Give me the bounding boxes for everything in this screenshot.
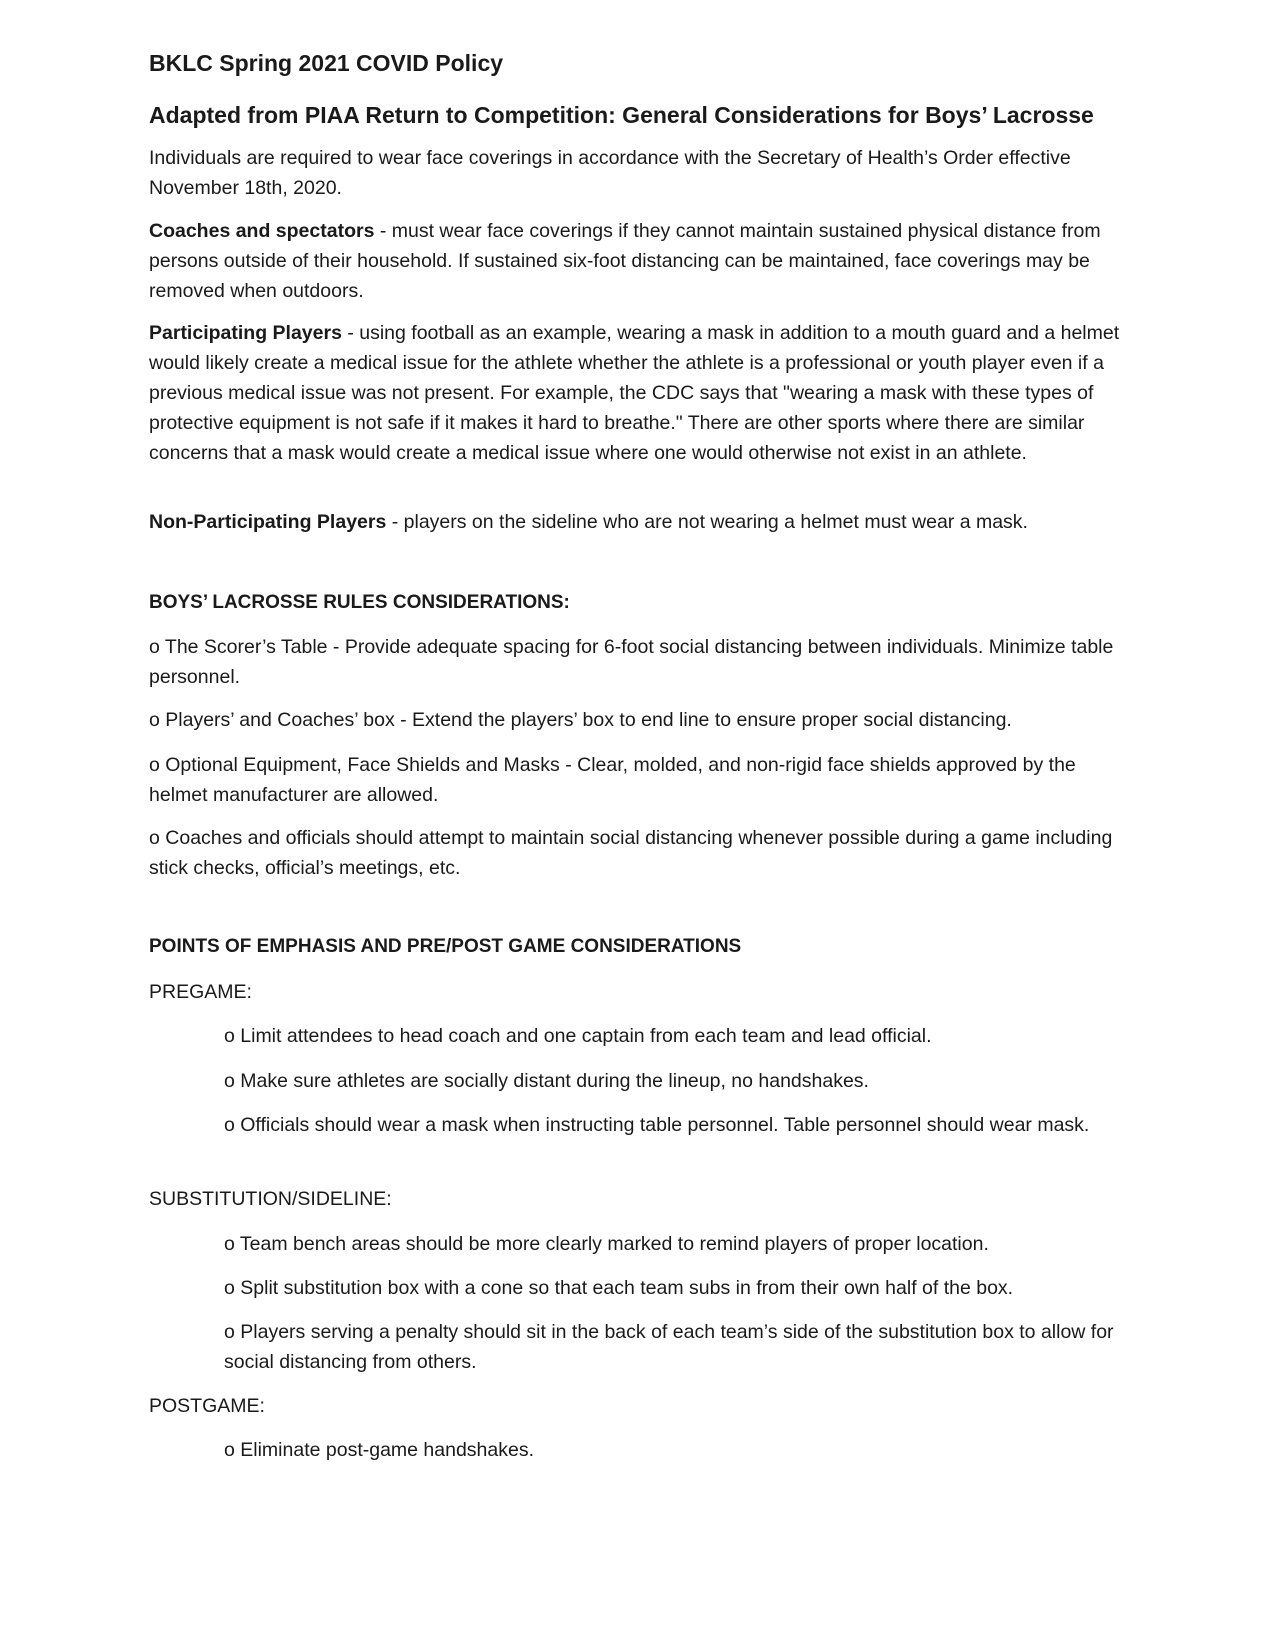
pregame-item: o Make sure athletes are socially distant during the lineup, no handshakes. [224, 1070, 869, 1092]
participating-paragraph [149, 318, 1129, 468]
rule-item: o Coaches and officials should attempt to maintain social distancing whenever possible during a game including stick checks, official’s meetings, etc. [149, 827, 1113, 879]
non-participating-text: - players on the sideline who are not wearing a helmet must wear a mask. [386, 511, 1028, 533]
rule-item: o Players’ and Coaches’ box - Extend the players’ box to end line to ensure proper social distancing. [149, 709, 1012, 731]
rule-item: o Optional Equipment, Face Shields and Masks - Clear, molded, and non-rigid face shields approved by the helmet manufacturer are allowed. [149, 754, 1076, 806]
participating-label: Participating Players [149, 322, 342, 344]
pregame-item: o Officials should wear a mask when instructing table personnel. Table personnel should wear mask. [224, 1114, 1090, 1136]
pregame-label: PREGAME: [149, 981, 252, 1003]
coaches-label: Coaches and spectators [149, 220, 375, 242]
pregame-item: o Limit attendees to head coach and one captain from each team and lead official. [224, 1025, 932, 1047]
rule-item: o The Scorer’s Table - Provide adequate spacing for 6-foot social distancing between individuals. Minimize table personnel. [149, 636, 1114, 688]
document-subtitle: Adapted from PIAA Return to Competition: General Considerations for Boys’ Lacrosse [149, 102, 1094, 128]
emphasis-heading: POINTS OF EMPHASIS AND PRE/POST GAME CONSIDERATIONS [149, 936, 742, 957]
substitution-item: o Players serving a penalty should sit in the back of each team’s side of the substitution box to allow for social distancing from others. [224, 1321, 1114, 1373]
coaches-paragraph [149, 216, 1129, 306]
non-participating-paragraph [149, 507, 1129, 537]
coaches-text: - must wear face coverings if they cannot maintain sustained physical distance from persons outside of their household. If sustained six-foot distancing can be maintained, face coverings may be removed when outdoors. [149, 220, 1101, 302]
substitution-item: o Team bench areas should be more clearly marked to remind players of proper location. [224, 1233, 989, 1255]
postgame-item: o Eliminate post-game handshakes. [224, 1439, 535, 1461]
participating-text: - using football as an example, wearing a mask in addition to a mouth guard and a helmet would likely create a medical issue for the athlete whether the athlete is a professional or youth player even if a previous medical issue was not present. For example, the CDC says that "wearing a mask with these types of protective equipment is not safe if it makes it hard to breathe." There are other sports where there are similar concerns that a mask would create a medical issue where one would otherwise not exist in an athlete. [149, 322, 1120, 464]
rules-heading: BOYS’ LACROSSE RULES CONSIDERATIONS: [149, 592, 570, 613]
document-title: BKLC Spring 2021 COVID Policy [149, 50, 504, 76]
substitution-label: SUBSTITUTION/SIDELINE: [149, 1188, 392, 1210]
substitution-item: o Split substitution box with a cone so that each team subs in from their own half of the box. [224, 1277, 1014, 1299]
non-participating-label: Non-Participating Players [149, 511, 387, 533]
postgame-label: POSTGAME: [149, 1395, 265, 1417]
intro-paragraph: Individuals are required to wear face coverings in accordance with the Secretary of Health’s Order effective November 18th, 2020. [149, 147, 1071, 199]
